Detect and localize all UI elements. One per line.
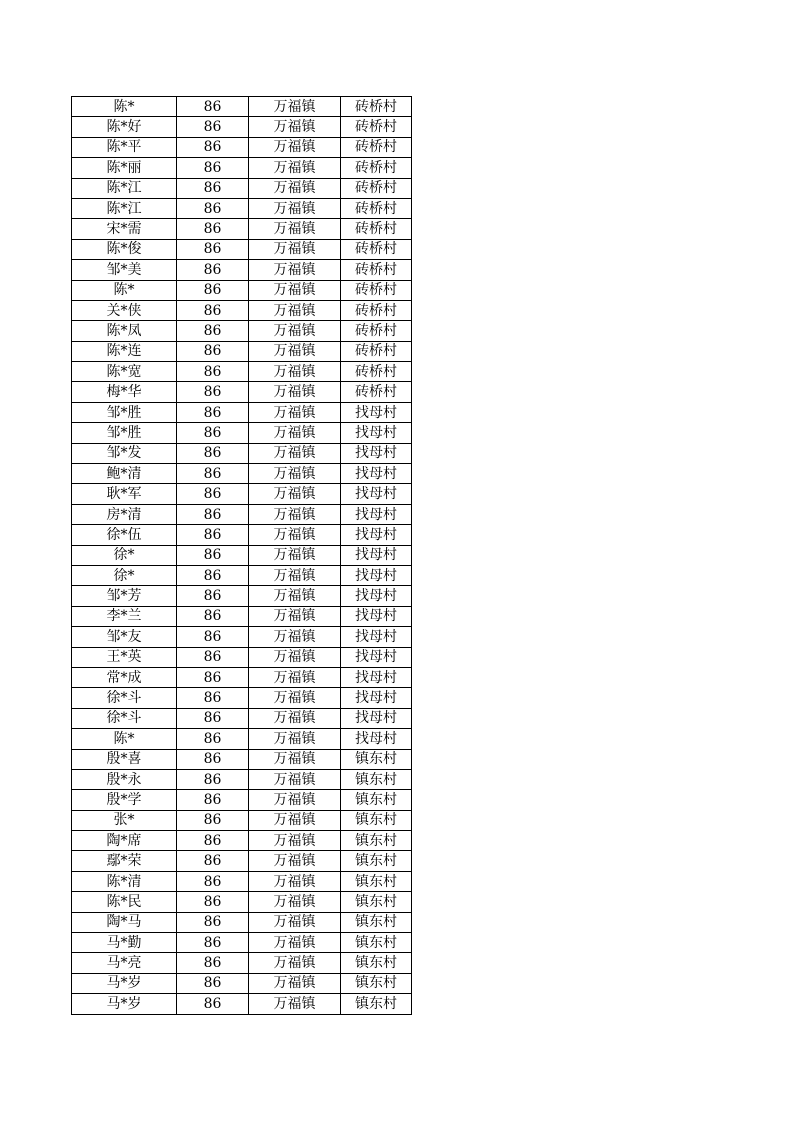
- name-cell: 鄢*荣: [72, 851, 177, 871]
- name-cell: 陈*好: [72, 117, 177, 137]
- village-cell: 镇东村: [341, 790, 412, 810]
- age-cell: 86: [177, 423, 249, 443]
- age-cell: 86: [177, 158, 249, 178]
- age-cell: 86: [177, 810, 249, 830]
- age-cell: 86: [177, 790, 249, 810]
- town-cell: 万福镇: [249, 382, 341, 402]
- town-cell: 万福镇: [249, 647, 341, 667]
- village-cell: 镇东村: [341, 892, 412, 912]
- name-cell: 陈*丽: [72, 158, 177, 178]
- town-cell: 万福镇: [249, 749, 341, 769]
- name-cell: 陈*清: [72, 871, 177, 891]
- name-cell: 马*亮: [72, 953, 177, 973]
- name-cell: 马*岁: [72, 973, 177, 993]
- town-cell: 万福镇: [249, 464, 341, 484]
- name-cell: 马*岁: [72, 994, 177, 1014]
- village-cell: 找母村: [341, 443, 412, 463]
- name-cell: 关*侠: [72, 300, 177, 320]
- town-cell: 万福镇: [249, 912, 341, 932]
- age-cell: 86: [177, 729, 249, 749]
- name-cell: 陈*: [72, 729, 177, 749]
- name-cell: 房*清: [72, 504, 177, 524]
- name-cell: 陈*平: [72, 137, 177, 157]
- village-cell: 镇东村: [341, 994, 412, 1014]
- age-cell: 86: [177, 769, 249, 789]
- table-row: [72, 871, 412, 891]
- name-cell: 宋*需: [72, 219, 177, 239]
- table-row: [72, 423, 412, 443]
- table-row: [72, 545, 412, 565]
- age-cell: 86: [177, 382, 249, 402]
- age-cell: 86: [177, 545, 249, 565]
- village-cell: 找母村: [341, 423, 412, 443]
- table-row: [72, 769, 412, 789]
- age-cell: 86: [177, 504, 249, 524]
- table-row: [72, 137, 412, 157]
- table-row: [72, 525, 412, 545]
- table-row: [72, 892, 412, 912]
- name-cell: 邹*胜: [72, 402, 177, 422]
- table-row: [72, 260, 412, 280]
- age-cell: 86: [177, 525, 249, 545]
- table-row: [72, 464, 412, 484]
- age-cell: 86: [177, 300, 249, 320]
- name-cell: 徐*斗: [72, 708, 177, 728]
- age-cell: 86: [177, 443, 249, 463]
- age-cell: 86: [177, 994, 249, 1014]
- age-cell: 86: [177, 708, 249, 728]
- name-cell: 殷*永: [72, 769, 177, 789]
- name-cell: 徐*伍: [72, 525, 177, 545]
- data-table: [71, 96, 412, 1015]
- town-cell: 万福镇: [249, 260, 341, 280]
- name-cell: 邹*胜: [72, 423, 177, 443]
- village-cell: 砖桥村: [341, 137, 412, 157]
- village-cell: 找母村: [341, 688, 412, 708]
- village-cell: 砖桥村: [341, 219, 412, 239]
- name-cell: 陶*马: [72, 912, 177, 932]
- table-row: [72, 219, 412, 239]
- table-row: [72, 565, 412, 585]
- age-cell: 86: [177, 973, 249, 993]
- town-cell: 万福镇: [249, 219, 341, 239]
- town-cell: 万福镇: [249, 178, 341, 198]
- table-row: [72, 402, 412, 422]
- village-cell: 找母村: [341, 402, 412, 422]
- name-cell: 耿*军: [72, 484, 177, 504]
- table-row: [72, 790, 412, 810]
- town-cell: 万福镇: [249, 606, 341, 626]
- age-cell: 86: [177, 871, 249, 891]
- name-cell: 梅*华: [72, 382, 177, 402]
- town-cell: 万福镇: [249, 484, 341, 504]
- age-cell: 86: [177, 260, 249, 280]
- table-row: [72, 688, 412, 708]
- village-cell: 找母村: [341, 708, 412, 728]
- town-cell: 万福镇: [249, 321, 341, 341]
- table-row: [72, 708, 412, 728]
- age-cell: 86: [177, 627, 249, 647]
- age-cell: 86: [177, 831, 249, 851]
- table-row: [72, 810, 412, 830]
- town-cell: 万福镇: [249, 831, 341, 851]
- village-cell: 砖桥村: [341, 178, 412, 198]
- town-cell: 万福镇: [249, 239, 341, 259]
- table-row: [72, 198, 412, 218]
- village-cell: 砖桥村: [341, 362, 412, 382]
- age-cell: 86: [177, 464, 249, 484]
- village-cell: 砖桥村: [341, 117, 412, 137]
- age-cell: 86: [177, 484, 249, 504]
- village-cell: 镇东村: [341, 749, 412, 769]
- table-row: [72, 851, 412, 871]
- town-cell: 万福镇: [249, 892, 341, 912]
- name-cell: 陈*宽: [72, 362, 177, 382]
- village-cell: 砖桥村: [341, 300, 412, 320]
- table-row: [72, 749, 412, 769]
- village-cell: 镇东村: [341, 851, 412, 871]
- table-body: [72, 97, 412, 1015]
- name-cell: 陶*席: [72, 831, 177, 851]
- name-cell: 陈*凤: [72, 321, 177, 341]
- town-cell: 万福镇: [249, 933, 341, 953]
- name-cell: 邹*美: [72, 260, 177, 280]
- name-cell: 邹*友: [72, 627, 177, 647]
- town-cell: 万福镇: [249, 423, 341, 443]
- village-cell: 找母村: [341, 504, 412, 524]
- table-row: [72, 484, 412, 504]
- town-cell: 万福镇: [249, 586, 341, 606]
- town-cell: 万福镇: [249, 341, 341, 361]
- town-cell: 万福镇: [249, 158, 341, 178]
- table-row: [72, 504, 412, 524]
- town-cell: 万福镇: [249, 994, 341, 1014]
- table-row: [72, 239, 412, 259]
- village-cell: 砖桥村: [341, 97, 412, 117]
- age-cell: 86: [177, 341, 249, 361]
- table-row: [72, 300, 412, 320]
- age-cell: 86: [177, 586, 249, 606]
- age-cell: 86: [177, 280, 249, 300]
- village-cell: 找母村: [341, 464, 412, 484]
- age-cell: 86: [177, 953, 249, 973]
- table-row: [72, 953, 412, 973]
- village-cell: 砖桥村: [341, 382, 412, 402]
- town-cell: 万福镇: [249, 97, 341, 117]
- age-cell: 86: [177, 851, 249, 871]
- village-cell: 砖桥村: [341, 158, 412, 178]
- village-cell: 镇东村: [341, 871, 412, 891]
- age-cell: 86: [177, 606, 249, 626]
- town-cell: 万福镇: [249, 362, 341, 382]
- village-cell: 砖桥村: [341, 260, 412, 280]
- name-cell: 李*兰: [72, 606, 177, 626]
- table-row: [72, 994, 412, 1014]
- village-cell: 找母村: [341, 606, 412, 626]
- village-cell: 镇东村: [341, 953, 412, 973]
- age-cell: 86: [177, 402, 249, 422]
- name-cell: 殷*喜: [72, 749, 177, 769]
- table-row: [72, 586, 412, 606]
- name-cell: 张*: [72, 810, 177, 830]
- village-cell: 镇东村: [341, 810, 412, 830]
- name-cell: 陈*民: [72, 892, 177, 912]
- village-cell: 找母村: [341, 586, 412, 606]
- town-cell: 万福镇: [249, 953, 341, 973]
- table-row: [72, 321, 412, 341]
- village-cell: 砖桥村: [341, 321, 412, 341]
- village-cell: 砖桥村: [341, 280, 412, 300]
- town-cell: 万福镇: [249, 769, 341, 789]
- table-row: [72, 647, 412, 667]
- name-cell: 陈*: [72, 280, 177, 300]
- age-cell: 86: [177, 117, 249, 137]
- town-cell: 万福镇: [249, 443, 341, 463]
- table-row: [72, 178, 412, 198]
- age-cell: 86: [177, 362, 249, 382]
- table-row: [72, 627, 412, 647]
- age-cell: 86: [177, 667, 249, 687]
- table-row: [72, 933, 412, 953]
- town-cell: 万福镇: [249, 973, 341, 993]
- table-row: [72, 117, 412, 137]
- name-cell: 殷*学: [72, 790, 177, 810]
- town-cell: 万福镇: [249, 708, 341, 728]
- age-cell: 86: [177, 219, 249, 239]
- name-cell: 王*英: [72, 647, 177, 667]
- town-cell: 万福镇: [249, 117, 341, 137]
- town-cell: 万福镇: [249, 137, 341, 157]
- age-cell: 86: [177, 892, 249, 912]
- name-cell: 陈*: [72, 97, 177, 117]
- town-cell: 万福镇: [249, 871, 341, 891]
- name-cell: 邹*发: [72, 443, 177, 463]
- town-cell: 万福镇: [249, 565, 341, 585]
- name-cell: 常*成: [72, 667, 177, 687]
- town-cell: 万福镇: [249, 688, 341, 708]
- village-cell: 砖桥村: [341, 239, 412, 259]
- table-row: [72, 362, 412, 382]
- village-cell: 找母村: [341, 729, 412, 749]
- name-cell: 陈*连: [72, 341, 177, 361]
- town-cell: 万福镇: [249, 504, 341, 524]
- age-cell: 86: [177, 933, 249, 953]
- table-row: [72, 382, 412, 402]
- village-cell: 找母村: [341, 667, 412, 687]
- village-cell: 找母村: [341, 525, 412, 545]
- village-cell: 镇东村: [341, 912, 412, 932]
- age-cell: 86: [177, 198, 249, 218]
- town-cell: 万福镇: [249, 545, 341, 565]
- village-cell: 找母村: [341, 565, 412, 585]
- name-cell: 鲍*清: [72, 464, 177, 484]
- town-cell: 万福镇: [249, 810, 341, 830]
- name-cell: 陈*江: [72, 198, 177, 218]
- village-cell: 镇东村: [341, 973, 412, 993]
- age-cell: 86: [177, 688, 249, 708]
- town-cell: 万福镇: [249, 667, 341, 687]
- table-row: [72, 973, 412, 993]
- age-cell: 86: [177, 565, 249, 585]
- town-cell: 万福镇: [249, 729, 341, 749]
- table-row: [72, 831, 412, 851]
- town-cell: 万福镇: [249, 300, 341, 320]
- name-cell: 陈*江: [72, 178, 177, 198]
- table-row: [72, 912, 412, 932]
- name-cell: 徐*斗: [72, 688, 177, 708]
- name-cell: 徐*: [72, 545, 177, 565]
- table-row: [72, 729, 412, 749]
- name-cell: 陈*俊: [72, 239, 177, 259]
- town-cell: 万福镇: [249, 851, 341, 871]
- table-row: [72, 158, 412, 178]
- town-cell: 万福镇: [249, 280, 341, 300]
- age-cell: 86: [177, 321, 249, 341]
- town-cell: 万福镇: [249, 525, 341, 545]
- table-row: [72, 443, 412, 463]
- age-cell: 86: [177, 137, 249, 157]
- village-cell: 砖桥村: [341, 198, 412, 218]
- name-cell: 徐*: [72, 565, 177, 585]
- town-cell: 万福镇: [249, 198, 341, 218]
- age-cell: 86: [177, 749, 249, 769]
- age-cell: 86: [177, 97, 249, 117]
- village-cell: 找母村: [341, 484, 412, 504]
- table-row: [72, 341, 412, 361]
- age-cell: 86: [177, 912, 249, 932]
- village-cell: 找母村: [341, 627, 412, 647]
- village-cell: 镇东村: [341, 769, 412, 789]
- table-row: [72, 667, 412, 687]
- age-cell: 86: [177, 239, 249, 259]
- village-cell: 找母村: [341, 647, 412, 667]
- village-cell: 砖桥村: [341, 341, 412, 361]
- table-row: [72, 606, 412, 626]
- age-cell: 86: [177, 647, 249, 667]
- town-cell: 万福镇: [249, 627, 341, 647]
- village-cell: 镇东村: [341, 831, 412, 851]
- name-cell: 马*勤: [72, 933, 177, 953]
- village-cell: 镇东村: [341, 933, 412, 953]
- age-cell: 86: [177, 178, 249, 198]
- village-cell: 找母村: [341, 545, 412, 565]
- town-cell: 万福镇: [249, 402, 341, 422]
- town-cell: 万福镇: [249, 790, 341, 810]
- table-row: [72, 97, 412, 117]
- table-row: [72, 280, 412, 300]
- name-cell: 邹*芳: [72, 586, 177, 606]
